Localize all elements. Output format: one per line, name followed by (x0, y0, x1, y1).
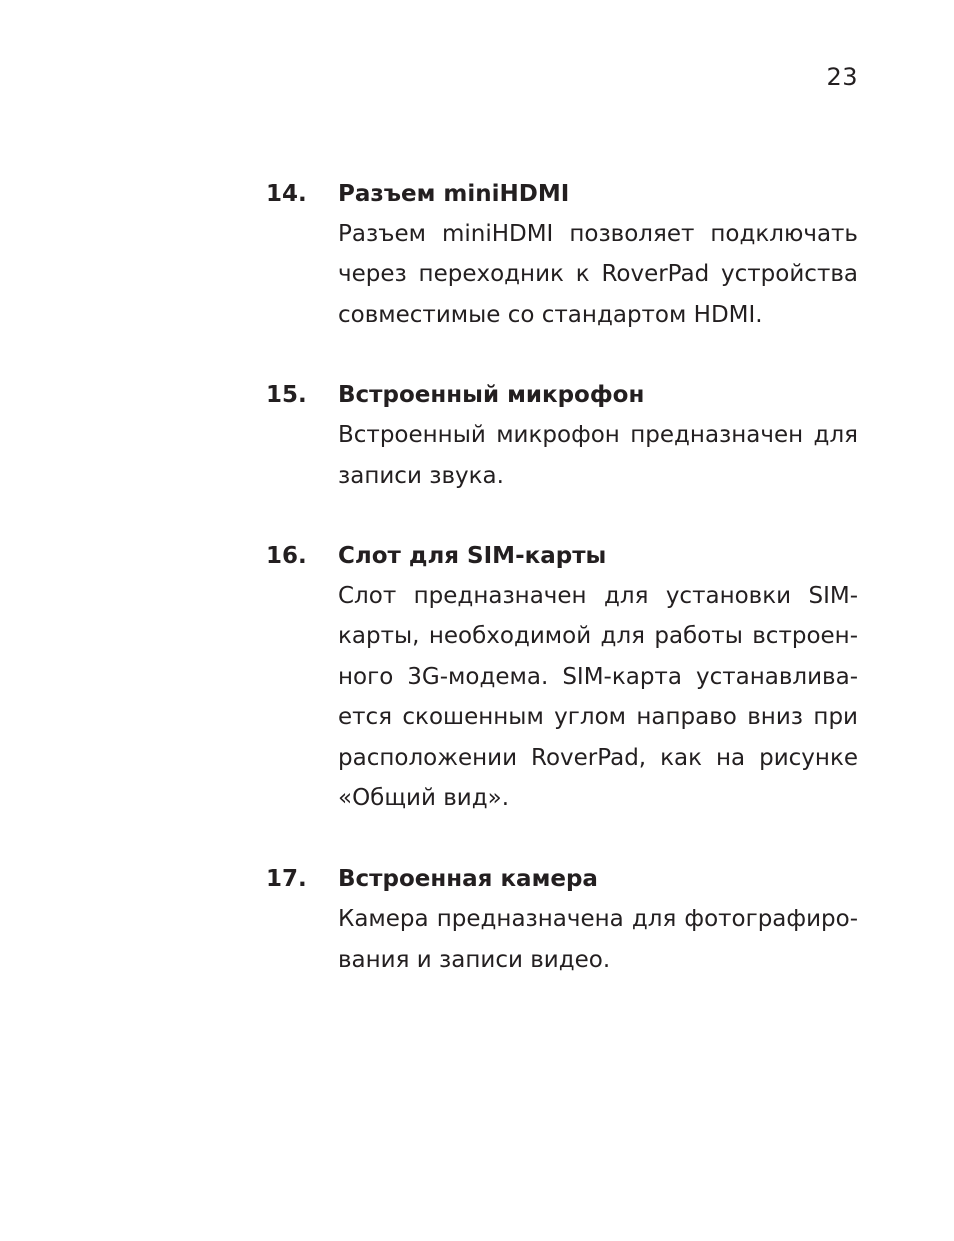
text-line: через переходник к RoverPad устройства (338, 261, 858, 288)
text-line: Слот предназначен для установки SIM- (338, 583, 858, 610)
item-description (338, 899, 858, 980)
item-description (338, 214, 858, 335)
item-title: Встроенная камера (338, 866, 598, 893)
text-line: расположении RoverPad, как на рисунке (338, 744, 858, 771)
item-number: 14. (266, 181, 307, 207)
text-line: записи звука. (338, 462, 504, 489)
text-line: ется скошенным углом направо вниз при (338, 704, 858, 731)
text-line: вания и записи видео. (338, 946, 611, 973)
text-line: Разъем miniHDMI позволяет подключать (338, 221, 858, 247)
list-item-15 (266, 375, 858, 496)
page-number: 23 (826, 63, 858, 91)
item-number: 17. (266, 866, 307, 893)
document-body (266, 174, 858, 980)
list-item-14 (266, 174, 858, 335)
text-line: Встроенный микрофон предназначен для (338, 422, 858, 449)
list-item-17 (266, 859, 858, 980)
text-line: Камера предназначена для фотографиро- (338, 906, 858, 933)
text-line: совместимые со стандартом HDMI. (338, 301, 763, 328)
item-description (338, 415, 858, 496)
item-number: 16. (266, 543, 307, 570)
item-title: Разъем miniHDMI (338, 181, 570, 207)
item-title: Встроенный микрофон (338, 382, 645, 409)
list-item-16 (266, 536, 858, 818)
text-line: ного 3G-модема. SIM-карта устанавлива- (338, 663, 858, 690)
text-line: «Общий вид». (338, 785, 510, 812)
item-title: Слот для SIM-карты (338, 543, 607, 570)
text-line: карты, необходимой для работы встроен- (338, 623, 858, 650)
item-description (338, 576, 858, 818)
item-number: 15. (266, 382, 307, 409)
